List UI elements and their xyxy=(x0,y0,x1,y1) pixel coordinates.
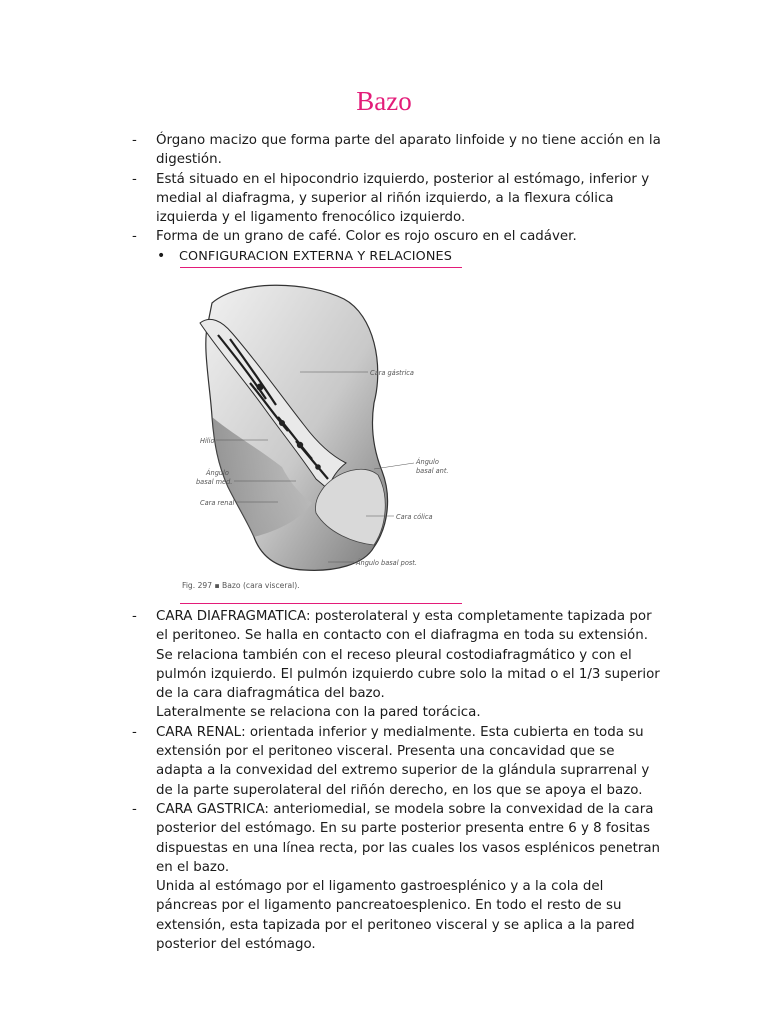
list-item xyxy=(132,131,662,170)
dash-marker: - xyxy=(132,724,137,740)
paragraph: Lateralmente se relaciona con la pared torácica. xyxy=(156,705,481,721)
dash-marker: - xyxy=(132,801,137,817)
label-angulo-basal-med-line1: Ángulo xyxy=(206,469,229,477)
list-item-text: Está situado en el hipocondrio izquierdo, posterior al estómago, inferior y medial al diafragma, y superior al riñón izquierdo, a la flexura cólica izquierda y el ligamento frenocólico izquierdo. xyxy=(156,171,650,226)
section-heading-text: CONFIGURACION EXTERNA Y RELACIONES xyxy=(179,249,452,264)
spleen-illustration xyxy=(178,275,464,597)
list-item xyxy=(132,227,662,246)
paragraph: CARA DIAFRAGMATICA: posterolateral y esta completamente tapizada por el peritoneo. Se halla en contacto con el diafragma en toda su extensión. xyxy=(156,609,652,644)
label-hilio: Hilio xyxy=(200,437,215,445)
label-cara-gastrica: Cara gástrica xyxy=(370,369,414,377)
list-item-cara-renal xyxy=(132,723,662,800)
label-angulo-basal-ant-line2: basal ant. xyxy=(416,467,449,475)
paragraph: CARA RENAL: orientada inferior y medialmente. Esta cubierta en toda su extensión por el peritoneo visceral. Presenta una concavidad que se adapta a la convexidad del extremo superior de la glándula suprarrenal y de la parte superolateral del riñón derecho, en los que se apoya el bazo. xyxy=(156,724,650,798)
heading-underline xyxy=(180,267,462,268)
label-cara-renal: Cara renal xyxy=(200,499,235,507)
dash-marker: - xyxy=(132,171,137,187)
page-title: Bazo xyxy=(356,86,412,116)
label-angulo-basal-med-line2: basal med. xyxy=(196,478,233,486)
dash-marker: - xyxy=(132,229,137,245)
list-item-cara-diafragmatica xyxy=(132,607,662,723)
list-item-text: Órgano macizo que forma parte del aparato linfoide y no tiene acción en la digestión. xyxy=(156,133,661,168)
dash-marker: - xyxy=(132,609,137,624)
list-item-text: Forma de un grano de café. Color es rojo oscuro en el cadáver. xyxy=(156,229,577,245)
label-angulo-basal-ant-line1: Ángulo xyxy=(416,458,439,466)
paragraph: Unida al estómago por el ligamento gastroesplénico y a la cola del páncreas por el ligamento pancreatoesplenico. En todo el resto de su extensión, esta tapizada por el peritoneo visceral y se aplica a la pared posterior del estómago. xyxy=(156,879,635,953)
paragraph: CARA GASTRICA: anteriomedial, se modela sobre la convexidad de la cara posterior del estómago. En su parte posterior presenta entre 6 y 8 fositas dispuestas en una línea recta, por las cuales los vasos esplénicos penetran en el bazo. xyxy=(156,801,661,875)
figure-underline xyxy=(180,603,462,604)
figure-caption: Fig. 297 ▪ Bazo (cara visceral). xyxy=(182,581,300,590)
label-angulo-basal-post: Ángulo basal post. xyxy=(356,559,417,567)
paragraph: Se relaciona también con el receso pleural costodiafragmático y con el pulmón izquierdo. El pulmón izquierdo cubre solo la mitad o el 1/3 superior de la cara diafragmática del bazo. xyxy=(156,647,660,702)
dash-marker: - xyxy=(132,133,137,148)
spleen-figure xyxy=(178,275,464,597)
faces-list xyxy=(132,607,662,954)
intro-list xyxy=(132,131,662,247)
bullet-marker: • xyxy=(157,248,166,264)
list-item xyxy=(132,170,662,228)
list-item-cara-gastrica xyxy=(132,800,662,954)
label-cara-colica: Cara cólica xyxy=(396,513,433,521)
